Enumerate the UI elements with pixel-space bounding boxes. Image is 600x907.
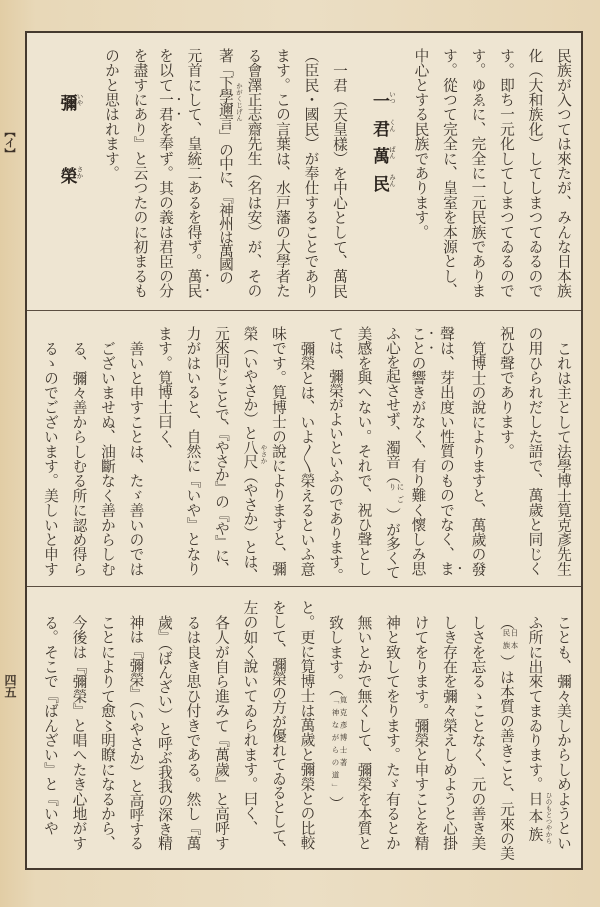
section-heading-ikkun-banmin	[353, 48, 406, 310]
text-column: 祝ひ聲であります。	[498, 326, 515, 459]
quote-column	[520, 600, 553, 868]
ruby-annotation: いつ	[388, 91, 396, 104]
inline-note-line: 筧克彥博士著	[339, 695, 348, 771]
text-column: 民族が入つては來たが、みんな日本族	[555, 48, 572, 298]
ruby-annotation: くん	[388, 118, 396, 132]
text-segment: の響きがなく、有り難く懷しみ思	[409, 355, 427, 576]
text-segment: 元首にして、皇統二あるを得ず。	[185, 48, 203, 269]
ruby-word	[241, 440, 268, 469]
inline-note-line: 民族	[502, 629, 511, 655]
quote-column: 歲』（ばんざい）と呼ぶ我我の深き精	[156, 614, 173, 850]
text-column: ては、彌榮がよいといふのであります。	[327, 326, 344, 583]
text-column	[435, 326, 464, 586]
ruby-word	[217, 75, 243, 129]
text-column: す。從つて完全に、皇室を本源とし、	[441, 48, 458, 298]
heading-char-base: 萬	[369, 147, 389, 164]
quote-column: ことによりて愈〻明瞭になるから、	[99, 614, 116, 850]
inline-note-line: り	[388, 482, 397, 496]
text-segment: を以て	[157, 48, 174, 93]
text-column: 左の如く說いてゐられます。曰く、	[241, 600, 259, 836]
heading-char-base: 一	[369, 92, 389, 109]
ruby-base: 日本族	[526, 791, 544, 845]
section-label: 【イ】	[3, 126, 16, 159]
text-column: 力がはいると、自然に『いや』となり	[184, 326, 202, 576]
text-segment: 」の中に、『神州は萬國の	[217, 129, 234, 284]
quote-column: る。そこで『ばんざい』と『いや	[42, 614, 59, 836]
text-column: を盡すにあり』と云つたのに初まるも	[131, 48, 149, 298]
page-number: 四五	[3, 674, 17, 698]
quote-column: 今後は『彌榮』と唱へたき心地がす	[70, 614, 88, 850]
ruby-annotation: ひのもとつやから	[544, 791, 553, 844]
text-column: 筧博士の說によりますと、萬歲の發	[469, 340, 487, 576]
quote-column: ことも、彌々美しからしめようとい	[555, 614, 572, 850]
text-segment: ）が多くて	[384, 507, 401, 579]
ruby-annotation: さか	[75, 166, 84, 179]
heading-char-base: 彌	[56, 94, 77, 111]
text-column	[378, 326, 407, 586]
text-column: 味です。筧博士の說によりますと、彌	[270, 326, 287, 576]
heading-char	[369, 173, 396, 192]
quote-column: るは良き思ひ付きである。然し『萬	[184, 614, 202, 850]
text-column: 中心とする民族であります。	[412, 48, 430, 240]
heading-char	[369, 118, 396, 137]
text-segment: （やさか）とは、	[241, 468, 259, 583]
text-column	[211, 48, 243, 310]
quote-column: 神と致してをります。たゞ有るとか	[384, 614, 401, 850]
text-column: ます。この言葉は、水戸藩の大學者た	[274, 48, 291, 298]
text-column: 美感を與へない。それで、祝ひ聲とし	[355, 326, 373, 576]
text-segment: 聲は、芽出度い性質のものでなく、	[438, 326, 455, 562]
ruby-word	[526, 791, 553, 845]
ruby-base: 八尺	[241, 440, 259, 469]
heading-char	[56, 166, 84, 184]
text-column	[406, 326, 435, 586]
inline-note-line: 日本	[510, 629, 519, 655]
text-column: 化（大和族化）してしまつてゐるので	[526, 48, 544, 298]
heading-char-base: 榮	[56, 167, 77, 184]
ruby-annotation: いや	[75, 93, 84, 106]
section-heading-iyasaka	[37, 48, 97, 310]
heading-char	[369, 91, 396, 109]
band-bottom	[27, 587, 581, 868]
quote-column: 無いとかで無くして、彌榮を本質と	[355, 614, 373, 850]
emphasized-text: 一君	[157, 92, 174, 122]
text-segment: 著「	[217, 48, 234, 75]
quote-column: 神は『彌榮』（いやさか）と高呼する	[127, 614, 145, 850]
text-column: （臣民・國民）が奉仕することであり	[302, 48, 320, 298]
text-column: 元來同じことで、『やさか』の『や』に、	[213, 326, 230, 576]
quote-column: しさを忘るゝことなく、元の善き美	[469, 614, 487, 850]
quote-column: 各人が自ら進みて『萬歲』と高呼す	[213, 614, 230, 850]
ruby-annotation: みん	[388, 173, 396, 187]
text-segment: 致します。（	[327, 614, 344, 696]
text-column: のかと思はれます。	[103, 48, 120, 181]
heading-char-base: 民	[369, 174, 389, 192]
text-segment: を奉ず。其の義は君臣の分	[157, 121, 174, 298]
text-column: の用ひられだした語で、萬歲と同じく	[526, 326, 544, 576]
text-column: 一君（天皇樣）を中心として、萬民	[331, 62, 348, 298]
ruby-base: 下學邇言	[217, 75, 234, 129]
text-column	[235, 326, 268, 586]
text-segment: （	[498, 614, 515, 630]
text-frame	[25, 31, 583, 870]
text-column	[154, 48, 183, 310]
inline-note	[502, 629, 518, 654]
quote-column	[492, 600, 521, 868]
text-column: をして、彌榮の方が優れてゐるとして、	[270, 600, 287, 857]
emphasized-text: こと	[409, 326, 427, 356]
text-column: これは主として法學博士筧克彥先生	[555, 340, 572, 576]
text-column: 彌榮とは、いよ〳〵榮えるといふ意	[298, 340, 316, 576]
quote-column: るゝのでございます。美しいと申す	[42, 340, 59, 576]
heading-char-base: 君	[369, 119, 389, 137]
quote-column	[321, 600, 350, 868]
text-column	[182, 48, 211, 310]
inline-note	[388, 483, 404, 508]
text-column: す。即ち一元化してしまつてゐるので	[498, 48, 515, 298]
band-top	[27, 33, 581, 310]
text-segment: ふ心を起させず、濁音（	[384, 326, 401, 483]
text-segment: ）は本質の善きこと、元來の美	[498, 654, 515, 861]
emphasized-text: 萬民	[185, 268, 203, 298]
heading-char	[369, 146, 396, 164]
text-column: ます。筧博士曰く、	[156, 326, 173, 459]
quote-column: 善いと申すことは、たゞ善いのでは	[127, 340, 145, 576]
text-segment: 榮（いやさか）と	[241, 326, 259, 440]
text-segment: ふ所に出來てまゐります。	[526, 614, 544, 792]
emphasized-text: ま	[438, 561, 455, 576]
inline-note-line: 「神ながらの道」	[331, 695, 340, 796]
text-column: す。ゆゑに、完全に一元民族でありま	[469, 48, 487, 298]
quote-column: ございませぬ、油斷なく善からしむ	[99, 340, 116, 576]
ruby-annotation: かがくじげん	[235, 82, 243, 122]
ruby-annotation: やさか	[259, 444, 268, 464]
citation-note	[331, 696, 347, 796]
text-column: と。更に筧博士は萬歲と彌榮との比較	[298, 600, 316, 850]
heading-char	[56, 93, 84, 111]
text-column: る會澤正志齋先生（名は安）が、その	[245, 48, 263, 298]
quote-column: けてをります。彌榮と申すことを精	[412, 614, 430, 850]
ruby-annotation: ばん	[388, 146, 396, 159]
quote-column: しき存在を彌々榮えしめようと心掛	[441, 614, 458, 850]
band-middle	[27, 311, 581, 586]
text-segment: ）	[327, 795, 344, 811]
quote-column: る、彌々善からしむる所に認め得ら	[70, 340, 88, 576]
inline-note-line: にご	[396, 482, 405, 508]
